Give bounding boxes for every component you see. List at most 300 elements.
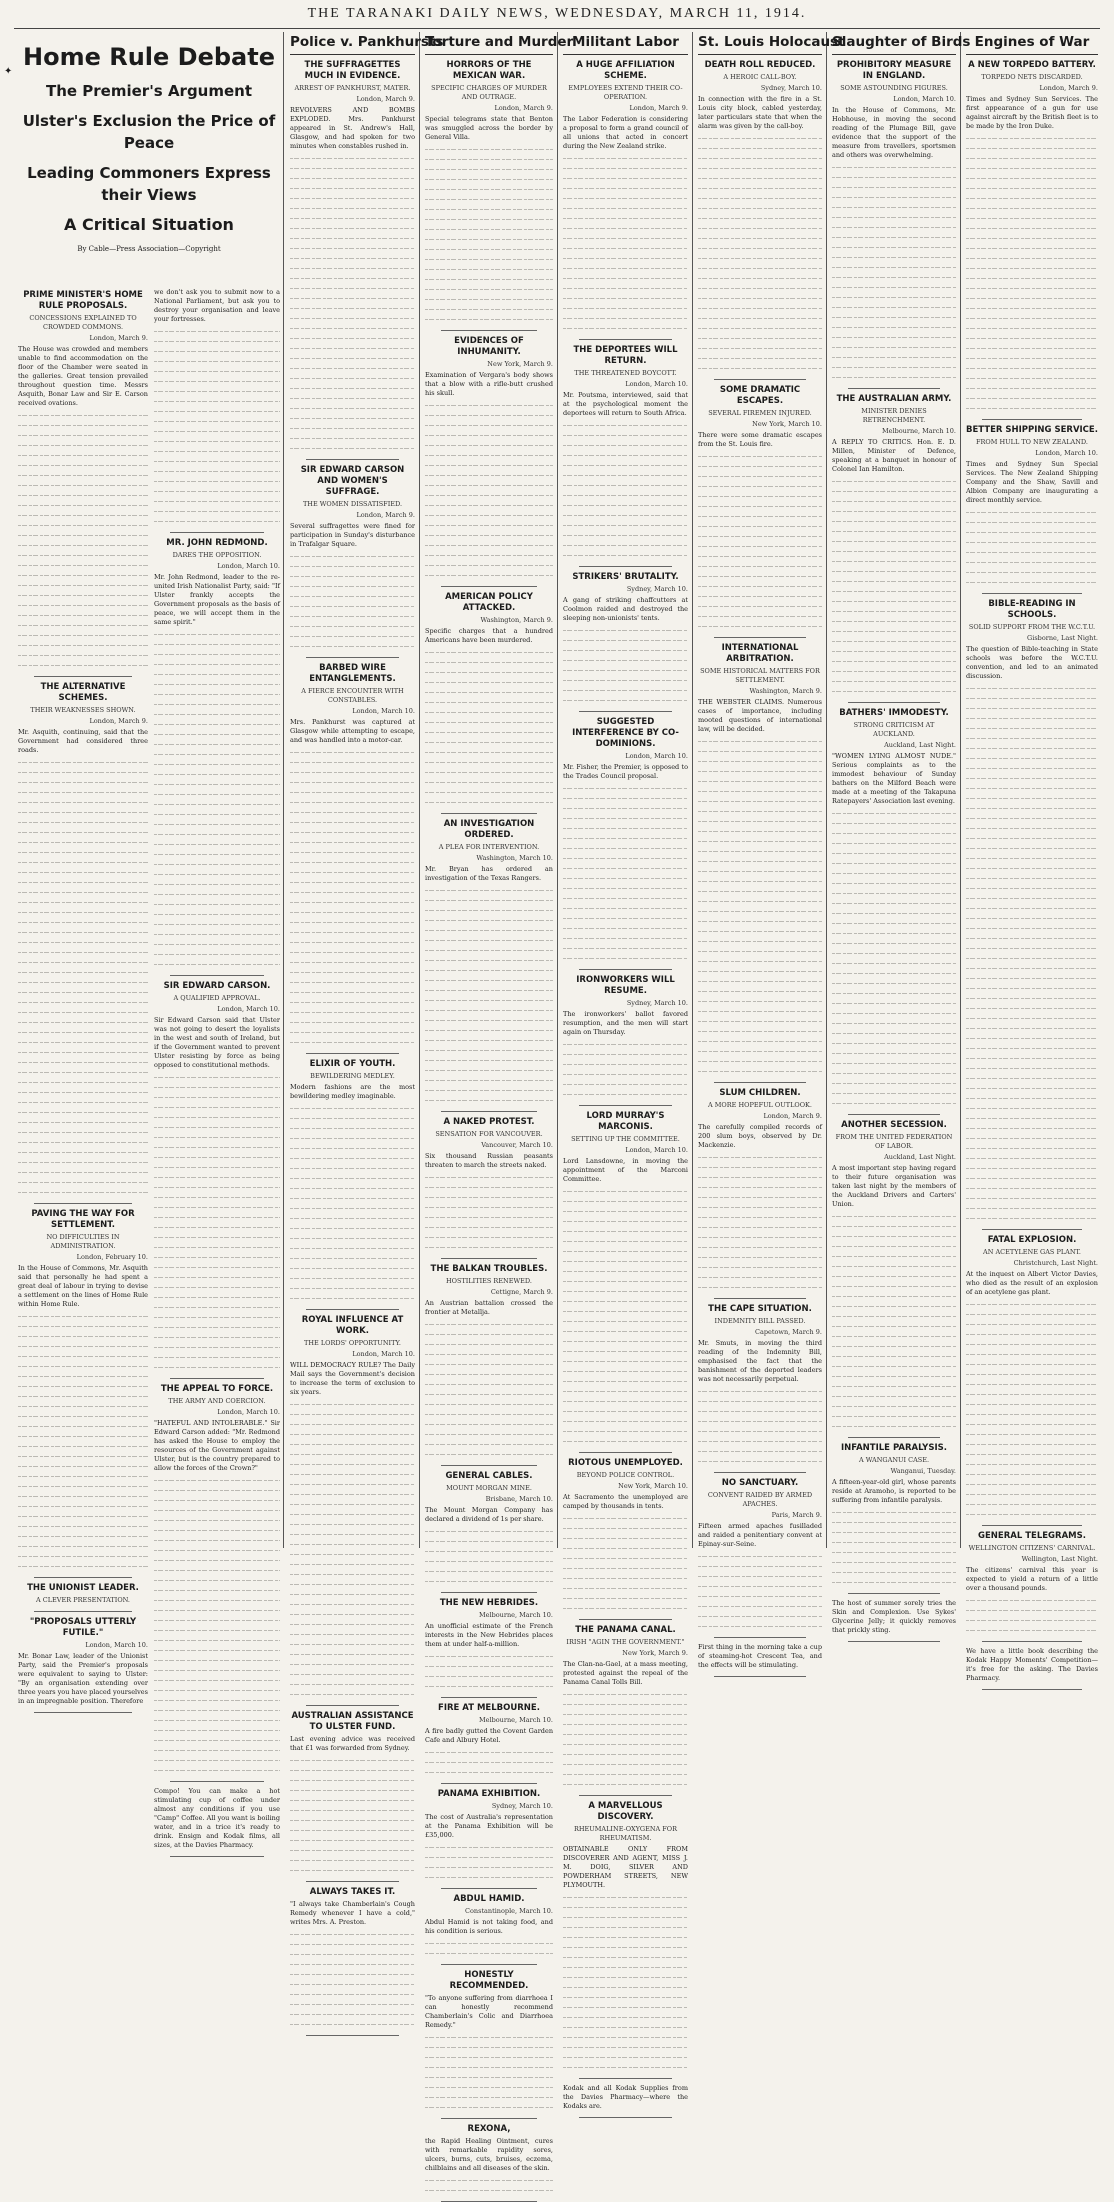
story-body: Mr. Asquith, continuing, said that the Government had considered three roads. — [18, 728, 148, 754]
text-line — [18, 837, 148, 847]
text-line — [832, 878, 956, 888]
text-line — [698, 511, 822, 521]
story-dateline: Cettigne, March 9. — [490, 1288, 553, 1296]
text-line — [290, 1569, 415, 1579]
text-line — [832, 848, 956, 858]
text-line — [425, 945, 553, 955]
text-line — [966, 1489, 1098, 1499]
text-line — [698, 313, 822, 323]
text-line — [563, 873, 688, 883]
story-body: Mrs. Pankhurst was captured at Glasgow while attempting to escape, and was handled into a motor-car. — [290, 718, 415, 744]
story-dateline: Washington, March 9. — [480, 616, 553, 624]
story-dateline: London, March 10. — [625, 1146, 688, 1154]
lead-column-2 — [150, 286, 284, 1849]
text-line — [154, 1302, 280, 1312]
news-story — [425, 819, 553, 1105]
text-line — [563, 153, 688, 163]
text-line — [563, 540, 688, 550]
text-line — [18, 967, 148, 977]
text-line — [154, 889, 280, 899]
text-line — [18, 1127, 148, 1137]
news-story — [698, 1478, 822, 1631]
story-divider — [170, 1856, 264, 1857]
story-body: The Labor Federation is considering a proposal to form a grand council of all unions that acted in concert during the New Zealand strike. — [563, 115, 688, 150]
story-body-continuation — [425, 647, 553, 807]
text-line — [563, 2042, 688, 2052]
story-dateline: Sydney, March 10. — [491, 1802, 553, 1810]
text-line — [154, 1142, 280, 1152]
story-dateline: London, February 10. — [76, 1253, 148, 1261]
text-line — [425, 797, 553, 807]
text-line — [563, 675, 688, 685]
story-headline: ELIXIR OF YOUTH. — [309, 1059, 396, 1069]
text-line — [425, 1872, 553, 1882]
text-line — [154, 1685, 280, 1695]
text-line — [290, 611, 415, 621]
text-line — [966, 763, 1098, 773]
text-line — [698, 1272, 822, 1282]
text-line — [290, 1649, 415, 1659]
text-line — [154, 386, 280, 396]
text-line — [154, 516, 280, 526]
text-line — [290, 1755, 415, 1765]
story-body-continuation — [290, 1399, 415, 1699]
text-line — [425, 885, 553, 895]
text-line — [832, 1321, 956, 1331]
text-line — [425, 400, 553, 410]
text-line — [832, 1231, 956, 1241]
text-line — [290, 263, 415, 273]
story-dateline: London, March 9. — [763, 1112, 822, 1120]
text-line — [698, 193, 822, 203]
text-line — [290, 1399, 415, 1409]
text-line — [832, 1401, 956, 1411]
text-line — [698, 836, 822, 846]
text-line — [290, 787, 415, 797]
text-line — [154, 1735, 280, 1745]
text-line — [290, 641, 415, 651]
text-line — [425, 144, 553, 154]
text-line — [290, 1213, 415, 1223]
text-line — [698, 766, 822, 776]
text-line — [425, 905, 553, 915]
text-line — [425, 520, 553, 530]
story-divider — [441, 1258, 537, 1259]
text-line — [290, 937, 415, 947]
news-story — [698, 1304, 822, 1466]
story-headline: RIOTOUS UNEMPLOYED. — [568, 1458, 683, 1468]
text-line — [966, 943, 1098, 953]
text-line — [154, 1232, 280, 1242]
text-line — [18, 987, 148, 997]
text-line — [154, 1625, 280, 1635]
story-body: The Clan-na-Gael, at a mass meeting, protested against the repeal of the Panama Canal Tolls Bill. — [563, 1660, 688, 1686]
text-line — [966, 1103, 1098, 1113]
story-subheadline: THE WOMEN DISSATISFIED. — [302, 500, 403, 508]
text-line — [966, 1083, 1098, 1093]
text-line — [698, 551, 822, 561]
text-line — [966, 1605, 1098, 1615]
text-line — [698, 561, 822, 571]
text-line — [154, 1322, 280, 1332]
text-line — [563, 883, 688, 893]
text-line — [966, 223, 1098, 233]
story-body: Specific charges that a hundred Americans have been murdered. — [425, 627, 553, 644]
story-body: REVOLVERS AND BOMBS EXPLODED. Mrs. Pankhurst appeared in St. Andrew's Hall, Glasgow, and had spoken for two minutes when constables rushed in. — [290, 106, 415, 150]
story-body: The citizens' carnival this year is expected to yield a return of a little over a thousand pounds. — [966, 1566, 1098, 1592]
text-line — [425, 284, 553, 294]
text-line — [425, 184, 553, 194]
text-line — [698, 323, 822, 333]
text-line — [425, 420, 553, 430]
news-story — [832, 1120, 956, 1431]
text-line — [563, 1266, 688, 1276]
text-line — [425, 1767, 553, 1777]
story-dateline: London, March 10. — [893, 95, 956, 103]
story-body-continuation — [832, 1211, 956, 1431]
text-line — [18, 570, 148, 580]
text-line — [966, 1479, 1098, 1489]
text-line — [290, 1549, 415, 1559]
text-line — [563, 1346, 688, 1356]
story-divider — [982, 593, 1082, 594]
story-body-continuation — [966, 1299, 1098, 1519]
text-line — [563, 1749, 688, 1759]
text-line — [425, 915, 553, 925]
text-line — [698, 501, 822, 511]
text-line — [290, 747, 415, 757]
text-line — [154, 779, 280, 789]
text-line — [563, 695, 688, 705]
text-line — [425, 1681, 553, 1691]
text-line — [290, 777, 415, 787]
text-line — [563, 1779, 688, 1789]
story-divider — [579, 2078, 672, 2079]
text-line — [18, 1351, 148, 1361]
text-line — [966, 853, 1098, 863]
text-line — [832, 292, 956, 302]
text-line — [698, 826, 822, 836]
text-line — [832, 302, 956, 312]
text-line — [425, 717, 553, 727]
story-dateline: London, March 10. — [625, 380, 688, 388]
story-body: OBTAINABLE ONLY FROM DISCOVERER AND AGENT, MISS J. M. DOIG, SILVER AND POWDERHAM STREETS, NEW PLYMOUTH. — [563, 1845, 688, 1889]
text-line — [425, 2185, 553, 2195]
text-line — [832, 1008, 956, 1018]
text-line — [832, 1048, 956, 1058]
story-headline: HONESTLY RECOMMENDED. — [449, 1970, 529, 1991]
news-story — [698, 1088, 822, 1292]
story-body: In the House of Commons, Mr. Asquith said that personally he had spent a great deal of labour in trying to devise a settlement on the lines of Home Rule within Home Rule. — [18, 1264, 148, 1308]
text-line — [154, 1765, 280, 1775]
text-line — [966, 1133, 1098, 1143]
text-line — [290, 343, 415, 353]
story-headline: FATAL EXPLOSION. — [987, 1235, 1077, 1245]
story-headline: THE AUSTRALIAN ARMY. — [836, 394, 952, 404]
text-line — [832, 576, 956, 586]
story-headline: THE CAPE SITUATION. — [708, 1304, 812, 1314]
text-line — [563, 1436, 688, 1446]
story-divider — [714, 1298, 806, 1299]
text-line — [154, 1172, 280, 1182]
text-line — [154, 1222, 280, 1232]
story-headline: BIBLE-READING IN SCHOOLS. — [988, 599, 1076, 620]
text-line — [18, 1147, 148, 1157]
news-story — [290, 60, 415, 453]
text-line — [563, 203, 688, 213]
text-line — [832, 262, 956, 272]
text-line — [563, 1246, 688, 1256]
text-line — [832, 1567, 956, 1577]
text-line — [966, 1499, 1098, 1509]
text-line — [18, 897, 148, 907]
text-line — [832, 1351, 956, 1361]
text-line — [966, 153, 1098, 163]
text-line — [563, 420, 688, 430]
story-subheadline: THEIR WEAKNESSES SHOWN. — [30, 706, 136, 714]
text-line — [832, 1221, 956, 1231]
text-line — [966, 1063, 1098, 1073]
story-body: Modern fashions are the most bewildering medley imaginable. — [290, 1083, 415, 1100]
story-body-continuation — [425, 1651, 553, 1691]
story-body: Times and Sydney Sun Services. The first appearance of a gun for use against aircraft by the British fleet is to be made by the Iron Duke. — [966, 95, 1098, 130]
text-line — [966, 983, 1098, 993]
text-line — [290, 363, 415, 373]
text-line — [425, 224, 553, 234]
text-line — [698, 1601, 822, 1611]
text-line — [290, 997, 415, 1007]
text-line — [154, 456, 280, 466]
text-line — [154, 346, 280, 356]
text-line — [966, 1615, 1098, 1625]
text-line — [832, 496, 956, 506]
text-line — [425, 687, 553, 697]
text-line — [18, 777, 148, 787]
text-line — [425, 254, 553, 264]
text-line — [966, 1153, 1098, 1163]
masthead: THE TARANAKI DAILY NEWS, WEDNESDAY, MARCH 11, 1914. — [307, 6, 807, 21]
text-line — [425, 274, 553, 284]
text-line — [425, 1399, 553, 1409]
text-line — [966, 273, 1098, 283]
text-line — [966, 1349, 1098, 1359]
text-line — [966, 1409, 1098, 1419]
story-subheadline: CONCESSIONS EXPLAINED TO CROWDED COMMONS. — [29, 314, 137, 331]
text-line — [425, 767, 553, 777]
text-line — [563, 2012, 688, 2022]
text-line — [290, 1263, 415, 1273]
text-line — [966, 953, 1098, 963]
story-headline: GENERAL TELEGRAMS. — [978, 1531, 1086, 1541]
text-line — [563, 1206, 688, 1216]
text-line — [290, 1469, 415, 1479]
text-line — [18, 630, 148, 640]
news-story — [425, 1703, 553, 1777]
text-line — [832, 486, 956, 496]
story-body: Mr. Fisher, the Premier, is opposed to the Trades Council proposal. — [563, 763, 688, 780]
text-line — [290, 927, 415, 937]
text-line — [563, 530, 688, 540]
text-line — [563, 943, 688, 953]
text-line — [154, 629, 280, 639]
text-line — [290, 1969, 415, 1979]
text-line — [425, 570, 553, 580]
story-headline: STRIKERS' BRUTALITY. — [572, 572, 679, 582]
text-line — [18, 1177, 148, 1187]
text-line — [290, 1775, 415, 1785]
text-line — [154, 829, 280, 839]
story-body-continuation — [563, 1689, 688, 1789]
text-line — [966, 1043, 1098, 1053]
story-subheadline: NO DIFFICULTIES IN ADMINISTRATION. — [46, 1233, 120, 1250]
story-subheadline: WELLINGTON CITIZENS' CARNIVAL. — [968, 1544, 1096, 1552]
text-line — [154, 949, 280, 959]
text-line — [563, 233, 688, 243]
text-line — [18, 560, 148, 570]
text-line — [154, 1242, 280, 1252]
text-line — [966, 183, 1098, 193]
text-line — [154, 859, 280, 869]
text-line — [154, 446, 280, 456]
text-line — [832, 586, 956, 596]
text-line — [698, 1591, 822, 1601]
text-line — [154, 899, 280, 909]
text-line — [154, 1092, 280, 1102]
text-line — [698, 786, 822, 796]
text-line — [698, 1242, 822, 1252]
column-headline: Police v. Pankhursts — [290, 34, 415, 55]
text-line — [563, 1583, 688, 1593]
text-line — [425, 975, 553, 985]
news-story — [425, 1117, 553, 1252]
text-line — [290, 1979, 415, 1989]
text-line — [832, 908, 956, 918]
text-line — [290, 1223, 415, 1233]
story-subheadline: DARES THE OPPOSITION. — [172, 551, 262, 559]
text-line — [290, 373, 415, 383]
story-headline: EVIDENCES OF INHUMANITY. — [454, 336, 524, 357]
lead-headline-3: Ulster's Exclusion the Price of Peace — [22, 112, 276, 152]
story-divider — [170, 975, 264, 976]
story-headline: SUGGESTED INTERFERENCE BY CO-DOMINIONS. — [572, 717, 679, 749]
text-line — [290, 1845, 415, 1855]
story-headline: THE SUFFRAGETTES MUCH IN EVIDENCE. — [304, 60, 401, 81]
text-line — [698, 591, 822, 601]
story-subheadline: THE ARMY AND COERCION. — [168, 1397, 266, 1405]
text-line — [425, 1005, 553, 1015]
story-divider — [982, 1689, 1082, 1690]
story-headline: A HUGE AFFILIATION SCHEME. — [576, 60, 675, 81]
text-line — [290, 1815, 415, 1825]
text-line — [966, 823, 1098, 833]
star-icon: ✦ — [4, 66, 13, 77]
story-body: The House was crowded and members unable to find accommodation on the floor of the Chamber were seated in the galleries. Great tension prevailed throughout question time. Messrs Asquith, Bonar Law and Sir E. Carson received ovations. — [18, 345, 148, 407]
text-line — [698, 926, 822, 936]
text-line — [18, 520, 148, 530]
news-story — [290, 1059, 415, 1303]
text-line — [290, 1293, 415, 1303]
story-body-continuation — [698, 1152, 822, 1292]
text-line — [18, 807, 148, 817]
text-line — [154, 699, 280, 709]
text-line — [966, 693, 1098, 703]
story-dateline: Auckland, Last Night. — [884, 1153, 956, 1161]
text-line — [698, 1192, 822, 1202]
text-line — [563, 1306, 688, 1316]
text-line — [563, 313, 688, 323]
story-subheadline: STRONG CRITICISM AT AUCKLAND. — [853, 721, 935, 738]
text-line — [698, 1396, 822, 1406]
column-engines-of-war — [962, 34, 1102, 1682]
text-line — [698, 353, 822, 363]
text-line — [698, 1416, 822, 1426]
story-divider — [848, 1437, 940, 1438]
text-line — [563, 183, 688, 193]
text-line — [563, 1386, 688, 1396]
text-line — [563, 783, 688, 793]
text-line — [290, 1559, 415, 1569]
story-body-continuation — [18, 410, 148, 670]
text-line — [18, 787, 148, 797]
text-line — [290, 1449, 415, 1459]
text-line — [18, 797, 148, 807]
text-line — [563, 520, 688, 530]
text-line — [563, 1982, 688, 1992]
text-line — [290, 1579, 415, 1589]
story-body: Mr. Poutsma, interviewed, said that at the psychological moment the deportees will return to South Africa. — [563, 391, 688, 417]
text-line — [698, 1026, 822, 1036]
story-body: At Sacramento the unemployed are camped by thousands in tents. — [563, 1493, 688, 1510]
news-story — [966, 599, 1098, 1223]
story-divider — [306, 2035, 399, 2036]
text-line — [425, 647, 553, 657]
text-line — [563, 893, 688, 903]
column-headline: Torture and Murder — [425, 34, 553, 55]
text-line — [832, 162, 956, 172]
story-subheadline: A PLEA FOR INTERVENTION. — [438, 843, 540, 851]
story-body: Lord Lansdowne, in moving the appointment of the Marconi Committee. — [563, 1157, 688, 1183]
text-line — [425, 1319, 553, 1329]
news-story — [154, 288, 280, 526]
text-line — [425, 1212, 553, 1222]
text-line — [698, 906, 822, 916]
text-line — [698, 1426, 822, 1436]
text-line — [832, 362, 956, 372]
text-line — [698, 213, 822, 223]
text-line — [425, 1222, 553, 1232]
text-line — [563, 685, 688, 695]
text-line — [425, 1671, 553, 1681]
story-headline: BETTER SHIPPING SERVICE. — [966, 425, 1098, 435]
text-line — [290, 1037, 415, 1047]
text-line — [966, 723, 1098, 733]
text-line — [425, 430, 553, 440]
text-line — [18, 480, 148, 490]
text-line — [425, 1536, 553, 1546]
text-line — [698, 571, 822, 581]
text-line — [966, 507, 1098, 517]
text-line — [154, 1555, 280, 1565]
story-body-continuation — [563, 1892, 688, 2072]
text-line — [154, 789, 280, 799]
text-line — [18, 1167, 148, 1177]
text-line — [966, 1203, 1098, 1213]
story-body: we don't ask you to submit now to a National Parliament, but ask you to destroy your organisation and leave your fortresses. — [154, 288, 280, 323]
story-dateline: New York, March 10. — [752, 420, 822, 428]
text-line — [290, 1689, 415, 1699]
text-line — [966, 537, 1098, 547]
text-line — [154, 396, 280, 406]
